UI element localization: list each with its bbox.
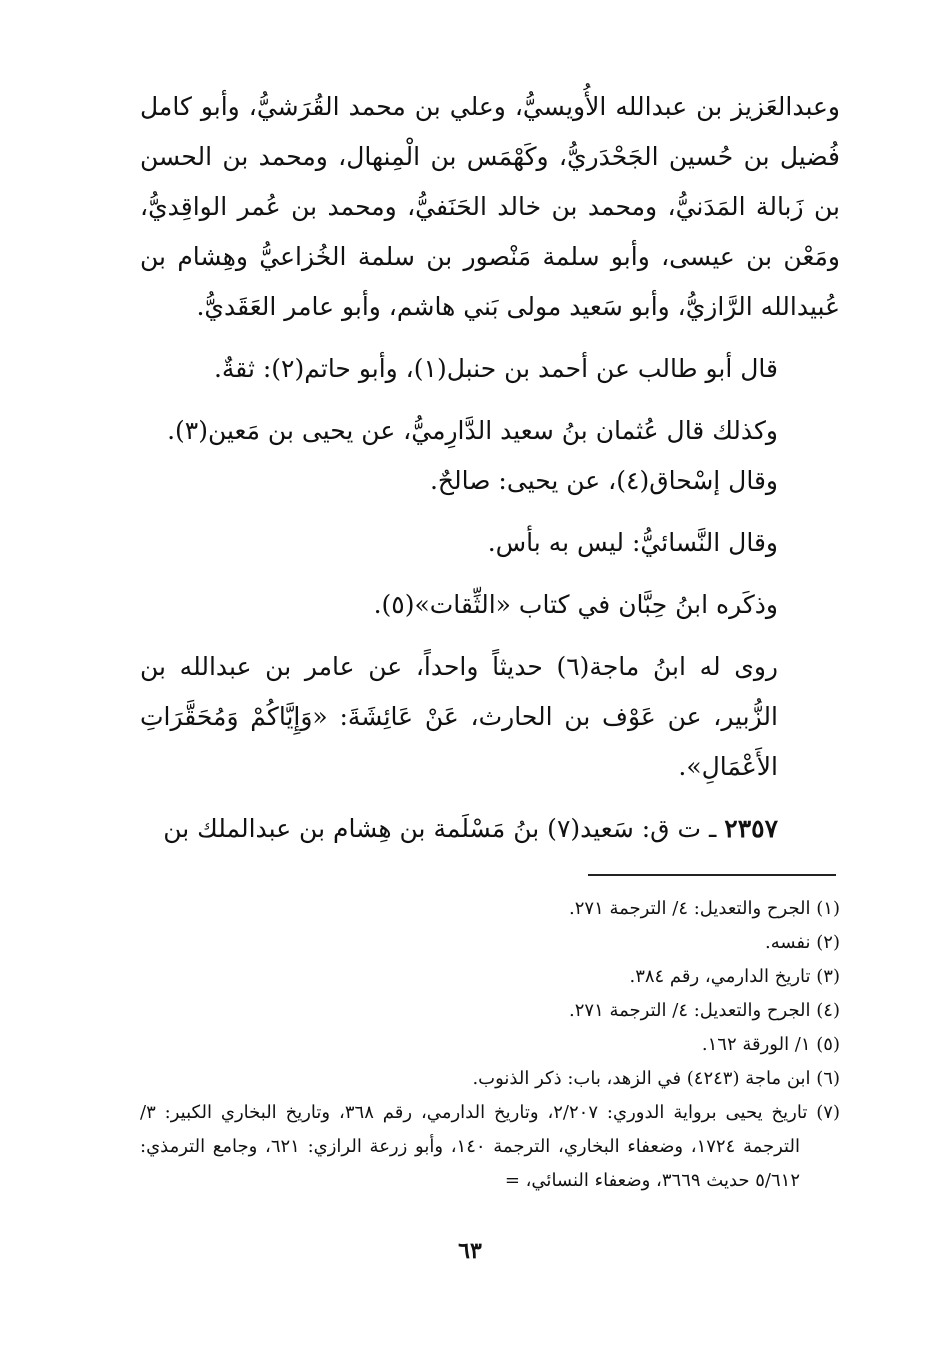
footnote-6: (٦) ابن ماجة (٤٢٤٣) في الزهد، باب: ذكر الذنوب.: [472, 1068, 840, 1089]
page-number: ٦٣: [458, 1238, 482, 1264]
line-uthman: وكذلك قال عُثمان بنُ سعيد الدَّارِميُّ، عن يحيى بن مَعين(٣).: [167, 416, 778, 445]
footnote-7: (٧) تاريخ يحيى برواية الدوري: ٢/٢٠٧، وتاريخ الدارمي، رقم ٣٦٨، وتاريخ البخاري الكبير: ٣/ الترجمة ١٧٢٤، وضعفاء البخاري، الترجمة ١٤٠، وأبو زرعة الرازي: ٦٢١، وجامع الترمذي: ٥/٦١٢ حديث ٣٦٦٩، وضعفاء النسائي، =: [140, 1102, 840, 1191]
line-ibn-hibban: وذكَره ابنُ حِبَّان في كتاب «الثِّقات»(٥).: [373, 590, 778, 619]
entry-number: ٢٣٥٧: [724, 814, 778, 843]
footnote-2: (٢) نفسه.: [765, 932, 840, 953]
main-text: [140, 82, 840, 854]
footnote-divider: [588, 874, 836, 876]
footnote-5: (٥) ١/ الورقة ١٦٢.: [701, 1034, 840, 1055]
line-nasai: وقال النَّسائيُّ: ليس به بأس.: [487, 528, 778, 557]
footnote-3: (٣) تاريخ الدارمي، رقم ٣٨٤.: [629, 966, 840, 987]
footnote-4: (٤) الجرح والتعديل: ٤/ الترجمة ٢٧١.: [569, 1000, 840, 1021]
line-ishaq: وقال إسْحاق(٤)، عن يحيى: صالحٌ.: [429, 466, 778, 495]
entry-heading: [140, 804, 840, 854]
footnote-1: (١) الجرح والتعديل: ٤/ الترجمة ٢٧١.: [569, 898, 840, 919]
entry-text: ـ ت ق: سَعيد(٧) بنُ مَسْلَمة بن هِشام بن عبدالملك بن: [163, 814, 717, 843]
line-abu-talib: قال أبو طالب عن أحمد بن حنبل(١)، وأبو حاتم(٢): ثقةٌ.: [213, 354, 778, 383]
footnotes: [140, 892, 840, 1198]
paragraph-narrators: وعبدالعَزيز بن عبدالله الأُويسيُّ، وعلي بن محمد القُرَشيُّ، وأبو كامل فُضيل بن حُسين الجَحْدَريُّ، وكَهْمَس بن الْمِنهال، ومحمد بن الحسن بن زَبالة المَدَنيُّ، ومحمد بن خالد الحَنَفيُّ، ومحمد بن عُمر الواقِديُّ، ومَعْن بن عيسى، وأبو سلمة مَنْصور بن سلمة الخُزاعيُّ وهِشام بن عُبيدالله الرَّازيُّ، وأبو سَعيد مولى بَني هاشم، وأبو عامر العَقَديُّ.: [140, 92, 840, 321]
paragraph-ibn-majah: روى له ابنُ ماجة(٦) حديثاً واحداً، عن عامر بن عبدالله بن الزُّبير، عن عَوْف بن الحارث، عَنْ عَائِشَةَ: «وَإِيَّاكُمْ وَمُحَقَّرَاتِ الأَعْمَالِ».: [140, 652, 778, 781]
